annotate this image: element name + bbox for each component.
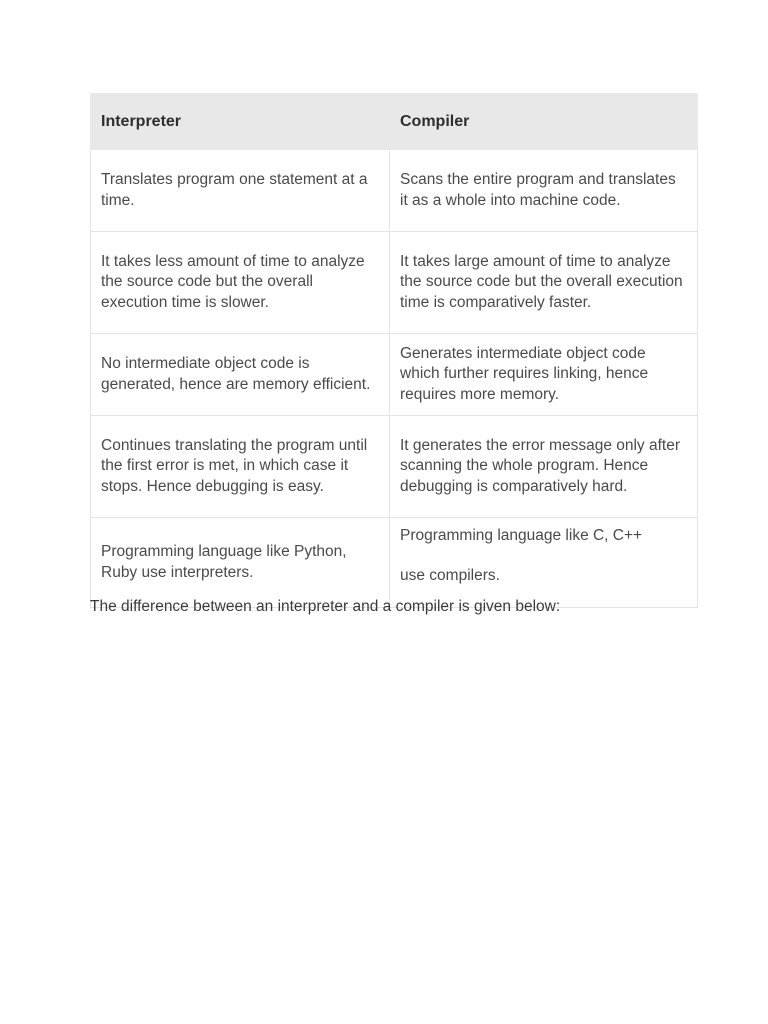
compiler-cell [390,518,698,608]
header-compiler: Compiler [390,94,698,150]
table-row [91,416,698,518]
interpreter-cell: Continues translating the program until the first error is met, in which case it stops. Hence debugging is easy. [91,416,390,518]
table-row [91,334,698,416]
comparison-table [90,93,698,608]
header-interpreter: Interpreter [91,94,390,150]
table-caption: The difference between an interpreter and a compiler is given below: [90,598,561,615]
table-row [91,232,698,334]
interpreter-cell: No intermediate object code is generated, hence are memory efficient. [91,334,390,416]
table-row [91,150,698,232]
compiler-cell-line: Programming language like C, C++ [400,527,643,544]
interpreter-cell: Translates program one statement at a time. [91,150,390,232]
compiler-cell: It generates the error message only after scanning the whole program. Hence debugging is comparatively hard. [390,416,698,518]
table-header-row [91,94,698,150]
compiler-cell: It takes large amount of time to analyze the source code but the overall execution time is comparatively faster. [390,232,698,334]
compiler-cell-line: use compilers. [400,567,500,585]
compiler-cell: Scans the entire program and translates it as a whole into machine code. [390,150,698,232]
interpreter-cell: Programming language like Python, Ruby use interpreters. [91,518,390,608]
compiler-cell: Generates intermediate object code which further requires linking, hence requires more memory. [390,334,698,416]
table-row [91,518,698,608]
comparison-table-container [90,93,697,608]
interpreter-cell: It takes less amount of time to analyze the source code but the overall execution time is slower. [91,232,390,334]
